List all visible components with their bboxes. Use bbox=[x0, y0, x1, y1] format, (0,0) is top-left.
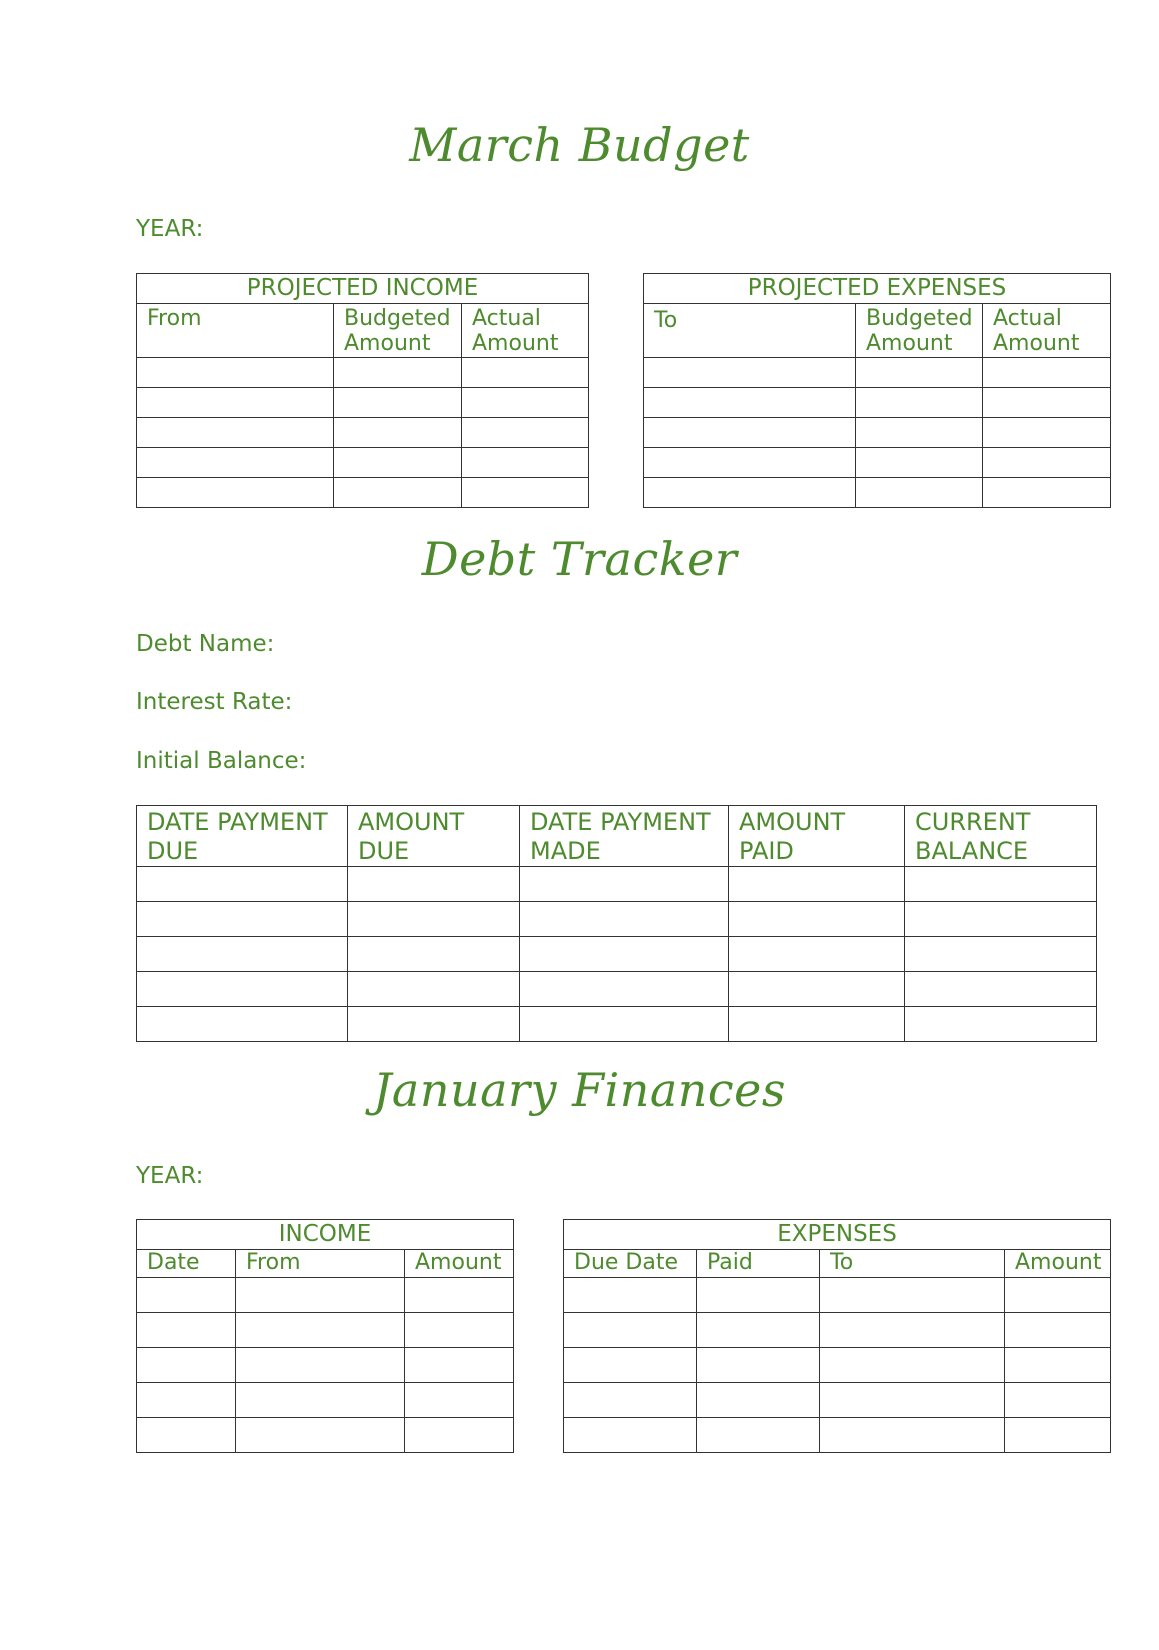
table-cell[interactable] bbox=[905, 1007, 1097, 1042]
column-header-amount: Amount bbox=[405, 1250, 514, 1278]
table-cell[interactable] bbox=[697, 1348, 820, 1383]
table-cell[interactable] bbox=[697, 1278, 820, 1313]
table-cell[interactable] bbox=[462, 448, 589, 478]
table-cell[interactable] bbox=[1005, 1418, 1111, 1453]
table-cell[interactable] bbox=[137, 358, 334, 388]
table-cell[interactable] bbox=[644, 358, 856, 388]
table-cell[interactable] bbox=[856, 418, 983, 448]
table-row bbox=[564, 1278, 1111, 1313]
table-cell[interactable] bbox=[905, 937, 1097, 972]
table-cell[interactable] bbox=[729, 1007, 905, 1042]
income-caption: INCOME bbox=[137, 1220, 514, 1250]
budget-title: March Budget bbox=[409, 118, 750, 172]
column-header-amount-due: AMOUNT DUE bbox=[348, 806, 520, 867]
table-cell[interactable] bbox=[348, 1007, 520, 1042]
table-cell[interactable] bbox=[520, 867, 729, 902]
table-row bbox=[137, 358, 589, 388]
finances-year-label: YEAR: bbox=[136, 1163, 204, 1189]
table-cell[interactable] bbox=[905, 902, 1097, 937]
table-row bbox=[564, 1348, 1111, 1383]
table-cell[interactable] bbox=[405, 1348, 514, 1383]
table-row bbox=[137, 388, 589, 418]
table-cell[interactable] bbox=[405, 1418, 514, 1453]
expenses-caption: EXPENSES bbox=[564, 1220, 1111, 1250]
table-cell[interactable] bbox=[137, 418, 334, 448]
table-cell[interactable] bbox=[462, 418, 589, 448]
column-header-from: From bbox=[137, 304, 334, 358]
table-cell[interactable] bbox=[137, 902, 348, 937]
table-cell[interactable] bbox=[405, 1278, 514, 1313]
table-row bbox=[644, 418, 1111, 448]
table-cell[interactable] bbox=[564, 1278, 697, 1313]
table-cell[interactable] bbox=[236, 1383, 405, 1418]
table-row bbox=[644, 358, 1111, 388]
table-cell[interactable] bbox=[520, 902, 729, 937]
table-cell[interactable] bbox=[1005, 1278, 1111, 1313]
table-cell[interactable] bbox=[1005, 1348, 1111, 1383]
column-header-to: To bbox=[644, 304, 856, 358]
table-row bbox=[564, 1383, 1111, 1418]
table-cell[interactable] bbox=[520, 972, 729, 1007]
debt-tracker-table bbox=[136, 805, 1097, 1042]
column-header-current-balance: CURRENT BALANCE bbox=[905, 806, 1097, 867]
budget-year-label: YEAR: bbox=[136, 216, 204, 242]
table-cell[interactable] bbox=[729, 972, 905, 1007]
table-cell[interactable] bbox=[348, 972, 520, 1007]
table-cell[interactable] bbox=[334, 358, 462, 388]
table-cell[interactable] bbox=[137, 1383, 236, 1418]
table-cell[interactable] bbox=[983, 418, 1111, 448]
table-cell[interactable] bbox=[137, 1278, 236, 1313]
table-cell[interactable] bbox=[137, 1418, 236, 1453]
table-row bbox=[137, 867, 1097, 902]
table-cell[interactable] bbox=[729, 937, 905, 972]
table-row bbox=[564, 1313, 1111, 1348]
table-cell[interactable] bbox=[564, 1348, 697, 1383]
table-cell[interactable] bbox=[729, 902, 905, 937]
table-row bbox=[137, 902, 1097, 937]
table-cell[interactable] bbox=[644, 478, 856, 508]
table-cell[interactable] bbox=[905, 972, 1097, 1007]
table-cell[interactable] bbox=[820, 1383, 1005, 1418]
table-cell[interactable] bbox=[697, 1418, 820, 1453]
column-header-budgeted-amount: Budgeted Amount bbox=[334, 304, 462, 358]
table-cell[interactable] bbox=[348, 867, 520, 902]
table-cell[interactable] bbox=[462, 388, 589, 418]
table-row bbox=[137, 1007, 1097, 1042]
table-cell[interactable] bbox=[137, 1348, 236, 1383]
column-header-date-payment-due: DATE PAYMENT DUE bbox=[137, 806, 348, 867]
expenses-table bbox=[563, 1219, 1111, 1453]
table-cell[interactable] bbox=[820, 1313, 1005, 1348]
table-cell[interactable] bbox=[334, 388, 462, 418]
table-row bbox=[137, 1383, 514, 1418]
debt-name-label: Debt Name: bbox=[136, 631, 275, 657]
table-cell[interactable] bbox=[697, 1313, 820, 1348]
table-row bbox=[137, 1348, 514, 1383]
table-cell[interactable] bbox=[520, 1007, 729, 1042]
table-cell[interactable] bbox=[137, 448, 334, 478]
table-row bbox=[137, 448, 589, 478]
table-cell[interactable] bbox=[564, 1418, 697, 1453]
column-header-budgeted-amount: Budgeted Amount bbox=[856, 304, 983, 358]
table-cell[interactable] bbox=[348, 937, 520, 972]
column-header-amount-paid: AMOUNT PAID bbox=[729, 806, 905, 867]
table-cell[interactable] bbox=[983, 478, 1111, 508]
table-cell[interactable] bbox=[729, 867, 905, 902]
table-row bbox=[137, 937, 1097, 972]
table-cell[interactable] bbox=[348, 902, 520, 937]
initial-balance-label: Initial Balance: bbox=[136, 748, 307, 774]
debt-title: Debt Tracker bbox=[421, 532, 738, 586]
table-cell[interactable] bbox=[405, 1383, 514, 1418]
column-header-date-payment-made: DATE PAYMENT MADE bbox=[520, 806, 729, 867]
table-cell[interactable] bbox=[856, 388, 983, 418]
column-header-actual-amount: Actual Amount bbox=[983, 304, 1111, 358]
table-cell[interactable] bbox=[697, 1383, 820, 1418]
table-cell[interactable] bbox=[236, 1313, 405, 1348]
table-cell[interactable] bbox=[462, 478, 589, 508]
table-cell[interactable] bbox=[1005, 1383, 1111, 1418]
table-cell[interactable] bbox=[236, 1418, 405, 1453]
table-cell[interactable] bbox=[137, 478, 334, 508]
table-cell[interactable] bbox=[334, 478, 462, 508]
table-cell[interactable] bbox=[820, 1418, 1005, 1453]
table-cell[interactable] bbox=[137, 937, 348, 972]
table-row bbox=[644, 388, 1111, 418]
projected-expenses-table bbox=[643, 273, 1111, 508]
table-row bbox=[644, 448, 1111, 478]
table-cell[interactable] bbox=[334, 448, 462, 478]
table-cell[interactable] bbox=[983, 388, 1111, 418]
table-row bbox=[137, 1418, 514, 1453]
table-cell[interactable] bbox=[520, 937, 729, 972]
table-row bbox=[644, 478, 1111, 508]
table-cell[interactable] bbox=[644, 418, 856, 448]
table-cell[interactable] bbox=[983, 358, 1111, 388]
interest-rate-label: Interest Rate: bbox=[136, 689, 293, 715]
column-header-amount: Amount bbox=[1005, 1250, 1111, 1278]
table-cell[interactable] bbox=[236, 1348, 405, 1383]
table-cell[interactable] bbox=[564, 1313, 697, 1348]
column-header-from: From bbox=[236, 1250, 405, 1278]
projected-expenses-caption: PROJECTED EXPENSES bbox=[644, 274, 1111, 304]
table-cell[interactable] bbox=[820, 1348, 1005, 1383]
table-cell[interactable] bbox=[137, 1313, 236, 1348]
table-cell[interactable] bbox=[236, 1278, 405, 1313]
table-cell[interactable] bbox=[137, 388, 334, 418]
table-cell[interactable] bbox=[137, 867, 348, 902]
table-row bbox=[137, 1313, 514, 1348]
table-cell[interactable] bbox=[564, 1383, 697, 1418]
table-cell[interactable] bbox=[856, 448, 983, 478]
table-cell[interactable] bbox=[856, 358, 983, 388]
column-header-actual-amount: Actual Amount bbox=[462, 304, 589, 358]
table-cell[interactable] bbox=[405, 1313, 514, 1348]
income-table bbox=[136, 1219, 514, 1453]
table-cell[interactable] bbox=[334, 418, 462, 448]
finances-title: January Finances bbox=[372, 1063, 787, 1117]
projected-income-table bbox=[136, 273, 589, 508]
table-cell[interactable] bbox=[644, 388, 856, 418]
table-cell[interactable] bbox=[462, 358, 589, 388]
table-cell[interactable] bbox=[856, 478, 983, 508]
table-cell[interactable] bbox=[137, 972, 348, 1007]
column-header-paid: Paid bbox=[697, 1250, 820, 1278]
table-cell[interactable] bbox=[644, 448, 856, 478]
projected-income-caption: PROJECTED INCOME bbox=[137, 274, 589, 304]
column-header-date: Date bbox=[137, 1250, 236, 1278]
column-header-to: To bbox=[820, 1250, 1005, 1278]
table-row bbox=[137, 972, 1097, 1007]
table-row bbox=[137, 478, 589, 508]
table-row bbox=[137, 1278, 514, 1313]
table-row bbox=[137, 418, 589, 448]
table-cell[interactable] bbox=[905, 867, 1097, 902]
column-header-due-date: Due Date bbox=[564, 1250, 697, 1278]
table-cell[interactable] bbox=[137, 1007, 348, 1042]
table-cell[interactable] bbox=[1005, 1313, 1111, 1348]
table-cell[interactable] bbox=[983, 448, 1111, 478]
table-cell[interactable] bbox=[820, 1278, 1005, 1313]
table-row bbox=[564, 1418, 1111, 1453]
